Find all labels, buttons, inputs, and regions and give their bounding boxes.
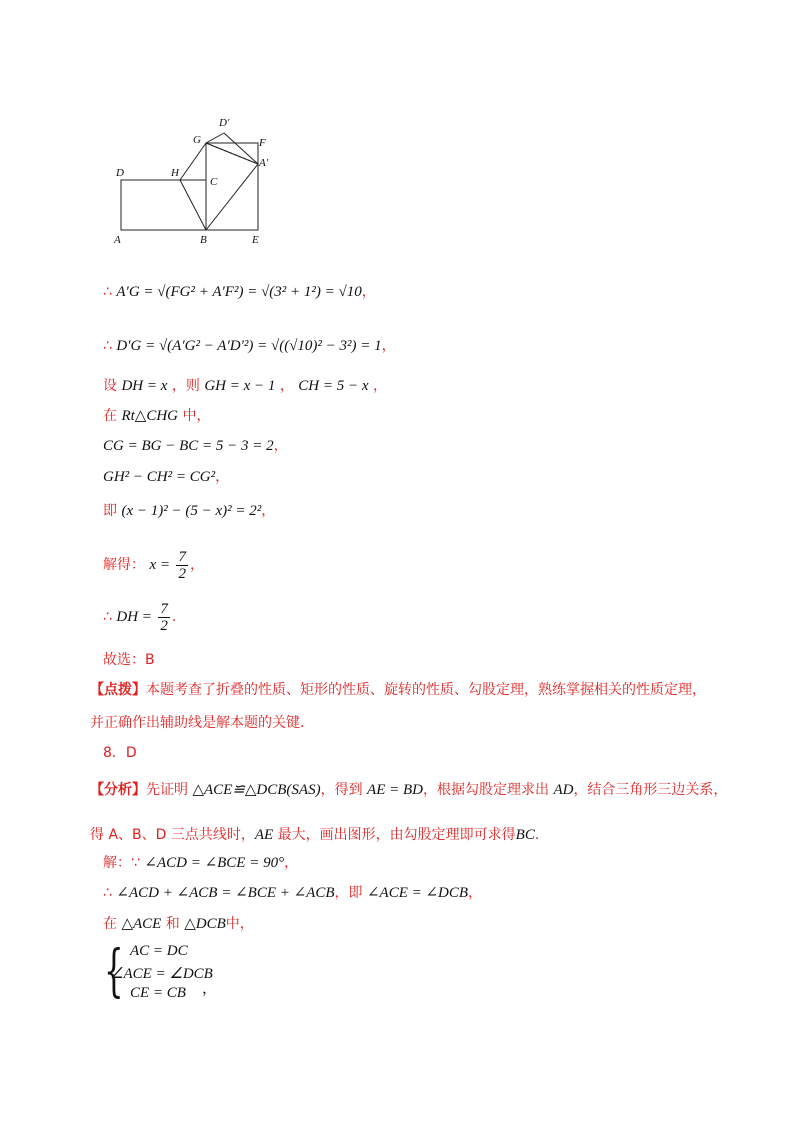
text: 中， (225, 916, 254, 932)
text: 在 (103, 408, 117, 424)
punct: ， (361, 284, 376, 300)
equation: CH = 5 − x (298, 378, 369, 394)
denominator: 2 (160, 617, 168, 634)
therefore-symbol: ∴ (103, 284, 112, 300)
solution-line-1 (103, 282, 376, 302)
solution-line-7 (103, 501, 275, 521)
commentary-tag: 【点拨】 (90, 682, 146, 698)
equation: BC (515, 827, 535, 843)
equation: CG = BG − BC = 5 − 3 = 2 (103, 438, 274, 454)
text: 解得： (103, 557, 145, 573)
equation: AD (553, 782, 574, 798)
solution-line-9 (103, 600, 176, 634)
label-c: C (210, 176, 218, 188)
solution-line-3 (103, 376, 387, 396)
solution-line-8 (103, 548, 204, 582)
equation: △ACE≌△DCB(SAS) (192, 782, 321, 798)
solution-line-16 (103, 853, 298, 873)
text: 最大，画出图形，由勾股定理即可求得 (273, 827, 516, 843)
analysis-tag: 【分析】 (90, 782, 146, 798)
geometry-figure (108, 112, 278, 252)
equation: AE = BD (367, 782, 423, 798)
segment-d-prime-a-prime (224, 133, 258, 164)
punct: ， (202, 981, 218, 997)
equation: ∠ACD + ∠ACB = ∠BCE + ∠ACB (116, 885, 335, 901)
solution-line-18 (103, 914, 254, 934)
commentary-line-2: 并正确作出辅助线是解本题的关键. (90, 715, 305, 731)
equation: △ACE (121, 916, 162, 932)
text: ，根据勾股定理求出 (422, 782, 549, 798)
system-row-3: CE = CB (130, 985, 186, 1001)
punct: ， (261, 503, 276, 519)
punct: ， (273, 438, 288, 454)
text: ， (279, 378, 294, 394)
label-a-prime: A' (259, 157, 269, 169)
fraction (158, 601, 170, 634)
answer-choice: 故选：B (103, 652, 155, 668)
equation: ∠ACE = ∠DCB (366, 885, 469, 901)
label-g: G (193, 134, 201, 146)
punct: ， (284, 855, 299, 871)
text: 和 (165, 916, 180, 932)
text: ，得到 (320, 782, 363, 798)
therefore-symbol: ∴ (103, 885, 112, 901)
solution-line-2 (103, 336, 396, 356)
text: 中， (182, 408, 211, 424)
text: ，即 (334, 885, 363, 901)
fraction (176, 549, 188, 582)
label-b: B (200, 234, 207, 246)
left-brace: { (104, 939, 124, 1004)
punct: ， (215, 469, 230, 485)
text: 得 A、B、D 三点共线时， (90, 827, 255, 843)
numerator: 7 (160, 600, 168, 617)
label-f: F (259, 137, 266, 149)
equation: DH = x (121, 378, 168, 394)
segment-ba-prime (206, 164, 258, 230)
text: 即 (103, 503, 117, 519)
equation: (x − 1)² − (5 − x)² = 2² (121, 503, 262, 519)
system-row-1: AC = DC (130, 943, 188, 959)
equation: ∠ACD = ∠BCE = 90° (144, 855, 285, 871)
equation: Rt△CHG (121, 408, 178, 424)
segment-hb (180, 180, 206, 230)
punct: . (171, 609, 177, 625)
segment-gd-prime (206, 133, 224, 143)
equation: A′G = √(FG² + A′F²) = √(3² + 1²) = √10 (116, 284, 362, 300)
solution-line-4 (103, 406, 210, 426)
therefore-symbol: ∴ (103, 609, 112, 625)
system-row-2: ∠ACE = ∠DCB (110, 966, 213, 982)
solution-line-17 (103, 883, 482, 903)
commentary-text: 本题考查了折叠的性质、矩形的性质、旋转的性质、勾股定理，熟练掌握相关的性质定理， (146, 682, 706, 698)
segment-hg (180, 143, 206, 180)
therefore-symbol: ∴ (103, 338, 112, 354)
text: ，结合三角形三边关系， (573, 782, 728, 798)
label-d-prime: D' (219, 117, 230, 129)
solution-line-5 (103, 436, 288, 456)
label-e: E (252, 234, 259, 246)
text: ， (373, 378, 387, 394)
punct: ， (381, 338, 396, 354)
commentary-line-1 (90, 680, 706, 700)
equation: AE (254, 827, 274, 843)
label-d: D (116, 167, 124, 179)
label-a: A (114, 234, 121, 246)
text: 设 (103, 378, 117, 394)
equation: D′G = √(A′G² − A′D′²) = √((√10)² − 3²) = 1 (116, 338, 382, 354)
text: . (534, 827, 540, 843)
equation: x = (149, 557, 170, 573)
equation: △DCB (184, 916, 226, 932)
text: 解：∵ (103, 855, 140, 871)
equation: GH = x − 1 (204, 378, 276, 394)
analysis-line-2 (90, 825, 539, 845)
solution-line-6 (103, 467, 229, 487)
equation: DH = (116, 609, 152, 625)
denominator: 2 (178, 565, 186, 582)
equation-system (104, 939, 244, 1007)
equation: GH² − CH² = CG² (103, 469, 216, 485)
punct: ， (189, 557, 204, 573)
text: 在 (103, 916, 117, 932)
numerator: 7 (178, 548, 186, 565)
text: 先证明 (146, 782, 188, 798)
label-h: H (171, 167, 179, 179)
question-number: 8．D (103, 745, 137, 761)
analysis-line-1 (90, 780, 727, 800)
text: ，则 (171, 378, 200, 394)
punct: ， (468, 885, 483, 901)
